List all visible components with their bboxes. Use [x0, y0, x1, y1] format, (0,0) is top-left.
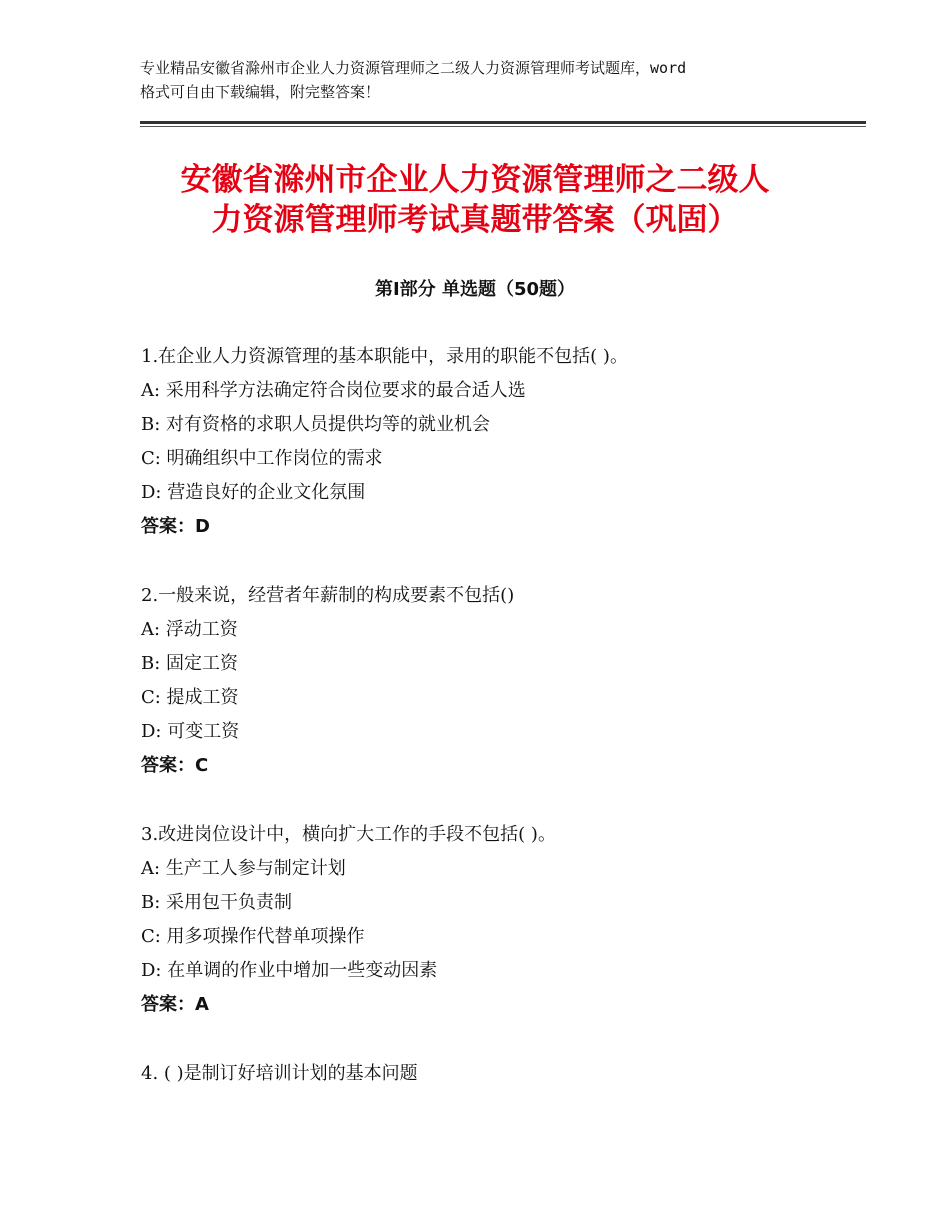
- question-1-answer: 答案：D: [141, 516, 210, 537]
- question-3-stem: 3.改进岗位设计中，横向扩大工作的手段不包括( )。: [141, 824, 556, 845]
- question-3-option-d: D: 在单调的作业中增加一些变动因素: [141, 960, 438, 981]
- document-title: [0, 160, 950, 240]
- section-heading: 第Ⅰ部分 单选题（50题）: [374, 279, 575, 300]
- question-4-stem: 4. ( )是制订好培训计划的基本问题: [141, 1063, 418, 1084]
- question-2-answer: 答案：C: [141, 755, 209, 776]
- header-note: [140, 56, 830, 104]
- question-2-option-d: D: 可变工资: [141, 721, 240, 742]
- header-divider-thick: [140, 121, 866, 124]
- question-1-option-d: D: 营造良好的企业文化氛围: [141, 482, 366, 503]
- question-2-stem: 2.一般来说，经营者年薪制的构成要素不包括(): [141, 585, 515, 606]
- question-2-option-a: A: 浮动工资: [141, 619, 238, 640]
- question-3-option-b: B: 采用包干负责制: [141, 892, 293, 913]
- question-1-stem: 1.在企业人力资源管理的基本职能中，录用的职能不包括( )。: [141, 346, 628, 367]
- question-2-option-b: B: 固定工资: [141, 653, 239, 674]
- question-3-answer: 答案：A: [141, 994, 209, 1015]
- question-1-option-c: C: 明确组织中工作岗位的需求: [141, 448, 383, 469]
- header-divider-thin: [140, 126, 866, 127]
- title-line-2: 力资源管理师考试真题带答案（巩固）: [211, 202, 739, 238]
- question-2-option-c: C: 提成工资: [141, 687, 239, 708]
- question-1-option-b: B: 对有资格的求职人员提供均等的就业机会: [141, 414, 491, 435]
- question-3-option-c: C: 用多项操作代替单项操作: [141, 926, 365, 947]
- header-note-line-2: 格式可自由下载编辑，附完整答案！: [140, 83, 381, 101]
- question-1-option-a: A: 采用科学方法确定符合岗位要求的最合适人选: [141, 380, 526, 401]
- header-note-line-1: 专业精品安徽省滁州市企业人力资源管理师之二级人力资源管理师考试题库，word: [140, 59, 687, 77]
- title-line-1: 安徽省滁州市企业人力资源管理师之二级人: [180, 162, 770, 198]
- question-3-option-a: A: 生产工人参与制定计划: [141, 858, 346, 879]
